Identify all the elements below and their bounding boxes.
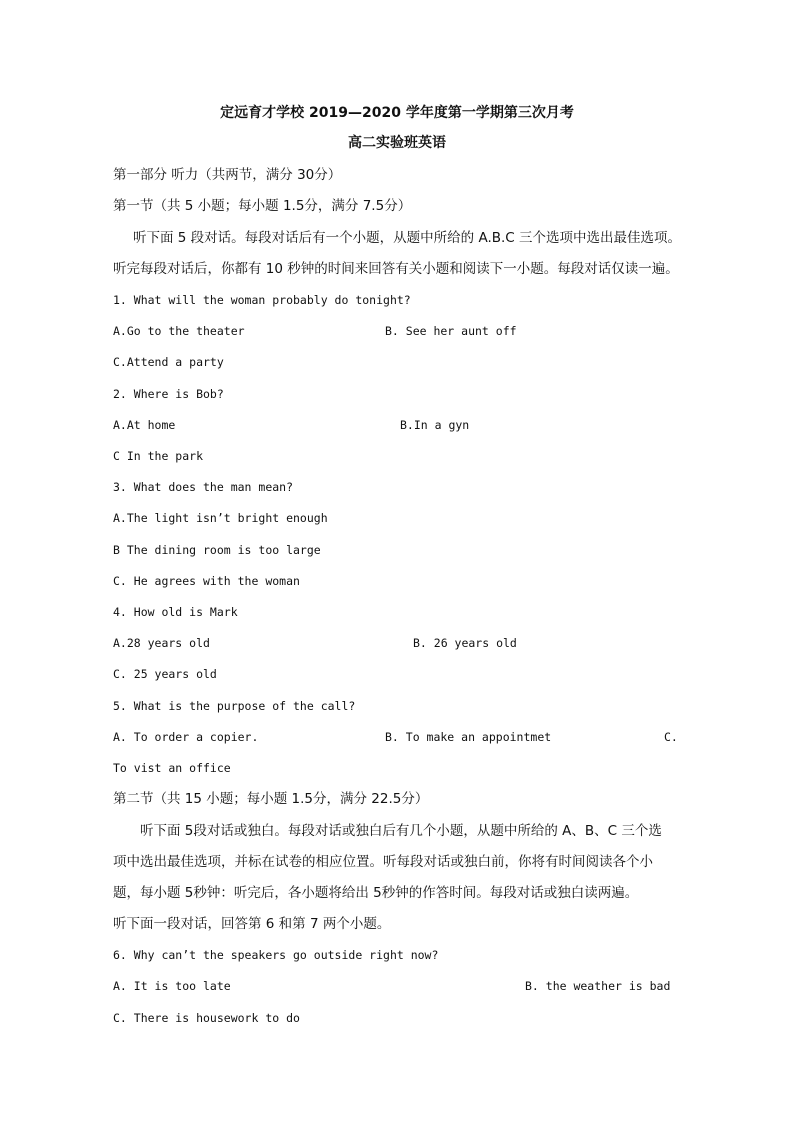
question-4-option-b: B. 26 years old: [413, 636, 517, 650]
question-2: 2. Where is Bob?: [113, 387, 224, 401]
exam-subtitle: 高二实验班英语: [348, 135, 446, 151]
section1-instruction-line1: 听下面 5 段对话。每段对话后有一个小题，从题中所给的 A.B.C 三个选项中选出最佳选项。: [133, 230, 682, 246]
question-3-option-b: B The dining room is too large: [113, 543, 321, 557]
question-2-option-c: C In the park: [113, 449, 204, 463]
question-6-option-c: C. There is housework to do: [113, 1011, 300, 1025]
section1-heading: 第一节（共 5 小题；每小题 1.5分，满分 7.5分）: [113, 198, 412, 214]
question-4-option-a: A.28 years old: [113, 636, 210, 650]
question-5-option-b: B. To make an appointmet: [385, 730, 552, 744]
question-4: 4. How old is Mark: [113, 605, 238, 619]
question-3-option-a: A.The light isn’t bright enough: [113, 511, 328, 525]
question-6: 6. Why can’t the speakers go outside right now?: [113, 948, 439, 962]
question-6-option-b: B. the weather is bad: [525, 979, 671, 993]
section2-instruction-line2: 项中选出最佳选项，并标在试卷的相应位置。听每段对话或独白前，你将有时间阅读各个小: [113, 854, 653, 870]
question-1-option-a: A.Go to the theater: [113, 324, 245, 338]
section1-instruction-line2: 听完每段对话后，你都有 10 秒钟的时间来回答有关小题和阅读下一小题。每段对话仅读一遍。: [113, 261, 679, 277]
question-5-option-a: A. To order a copier.: [113, 730, 259, 744]
question-5-option-c: To vist an office: [113, 761, 231, 775]
exam-title: 定远育才学校 2019—2020 学年度第一学期第三次月考: [220, 105, 574, 121]
question-1: 1. What will the woman probably do tonight?: [113, 293, 411, 307]
question-2-option-a: A.At home: [113, 418, 176, 432]
question-1-option-c: C.Attend a party: [113, 355, 224, 369]
part1-heading: 第一部分 听力（共两节，满分 30分）: [113, 167, 342, 183]
question-5-option-c-label: C.: [664, 730, 678, 744]
question-3: 3. What does the man mean?: [113, 480, 294, 494]
section2-heading: 第二节（共 15 小题；每小题 1.5分，满分 22.5分）: [113, 791, 429, 807]
section2-instruction-line1: 听下面 5段对话或独白。每段对话或独白后有几个小题，从题中所给的 A、B、C 三个选: [140, 823, 662, 839]
question-1-option-b: B. See her aunt off: [385, 324, 517, 338]
question-5: 5. What is the purpose of the call?: [113, 699, 356, 713]
question-6-option-a: A. It is too late: [113, 979, 231, 993]
section2-instruction-line4: 听下面一段对话，回答第 6 和第 7 两个小题。: [113, 916, 391, 932]
question-2-option-b: B.In a gyn: [400, 418, 470, 432]
question-4-option-c: C. 25 years old: [113, 667, 217, 681]
section2-instruction-line3: 题，每小题 5秒钟：听完后，各小题将给出 5秒钟的作答时间。每段对话或独白读两遍。: [113, 885, 639, 901]
question-3-option-c: C. He agrees with the woman: [113, 574, 300, 588]
